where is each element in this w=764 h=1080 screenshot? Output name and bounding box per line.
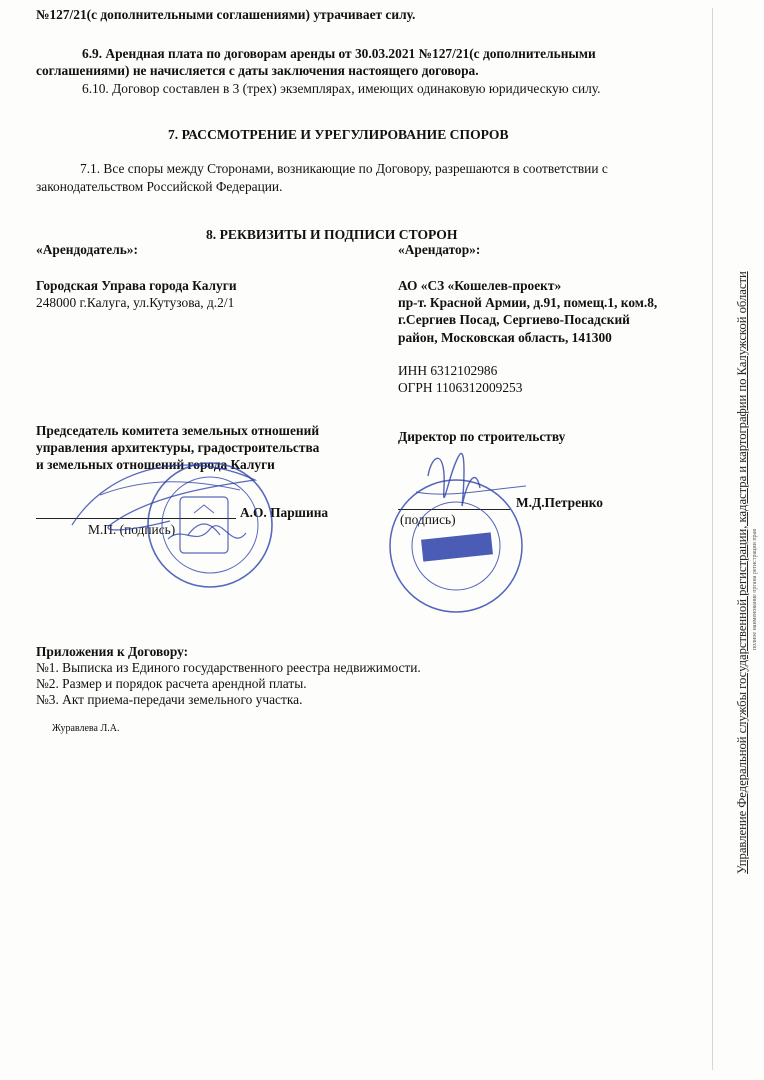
lessee-role: «Арендатор»: [398,242,481,257]
lessor-address: 248000 г.Калуга, ул.Кутузова, д.2/1 [36,295,235,310]
lessee-signer: М.Д.Петренко [516,495,603,510]
lessee-name: АО «СЗ «Кошелев-проект» [398,278,562,293]
registration-authority-text: Управление Федеральной службы государственной регистрации, кадастра и картографии по Калужской области [735,271,749,874]
lessee-ogrn: ОГРН 1106312009253 [398,380,523,395]
appendix-item-2: №2. Размер и порядок расчета арендной платы. [36,676,307,691]
lessor-stamp-icon [70,455,280,595]
text-line-clause-6-9: 6.9. Арендная плата по договорам аренды от 30.03.2021 №127/21(с дополнительными [82,46,596,61]
executor-name: Журавлева Л.А. [52,723,120,734]
lessor-name: Городская Управа города Калуги [36,278,237,293]
section-8-heading: 8. РЕКВИЗИТЫ И ПОДПИСИ СТОРОН [206,227,458,242]
lessor-position-3: и земельных отношений города Калуги [36,457,275,472]
lessee-address-2: г.Сергиев Посад, Сергиево-Посадский [398,312,630,327]
lessor-position-2: управления архитектуры, градостроительства [36,440,320,455]
text-line-3: соглашениями) не начисляется с даты заключения настоящего договора. [36,63,479,78]
appendix-item-3: №3. Акт приема-передачи земельного участка. [36,692,303,707]
clause-7-1-cont: законодательством Российской Федерации. [36,179,283,194]
lessee-address-3: район, Московская область, 141300 [398,330,612,345]
lessor-signer: А.О. Паршина [240,505,329,520]
registration-authority-subtext: полное наименование органа регистрации прав [752,528,758,650]
lessee-inn: ИНН 6312102986 [398,363,498,378]
appendix-item-1: №1. Выписка из Единого государственного реестра недвижимости. [36,660,421,675]
lessee-sign-caption: (подпись) [400,512,456,527]
lessor-role: «Арендодатель»: [36,242,138,257]
lessee-stamp-icon [376,448,536,618]
section-7-heading: 7. РАССМОТРЕНИЕ И УРЕГУЛИРОВАНИЕ СПОРОВ [168,127,509,142]
clause-7-1: 7.1. Все споры между Сторонами, возникающие по Договору, разрешаются в соответствии с [80,161,608,176]
appendices-heading: Приложения к Договору: [36,644,189,659]
lessor-position-1: Председатель комитета земельных отношений [36,423,320,438]
lessee-position: Директор по строительству [398,429,566,444]
lessee-address-1: пр-т. Красной Армии, д.91, помещ.1, ком.8, [398,295,658,310]
lessor-sign-caption: М.П. (подпись) [88,522,176,537]
text-line-1: №127/21(с дополнительными соглашениями) утрачивает силу. [36,7,416,22]
text-line-clause-6-10: 6.10. Договор составлен в 3 (трех) экземплярах, имеющих одинаковую юридическую силу. [82,81,601,96]
